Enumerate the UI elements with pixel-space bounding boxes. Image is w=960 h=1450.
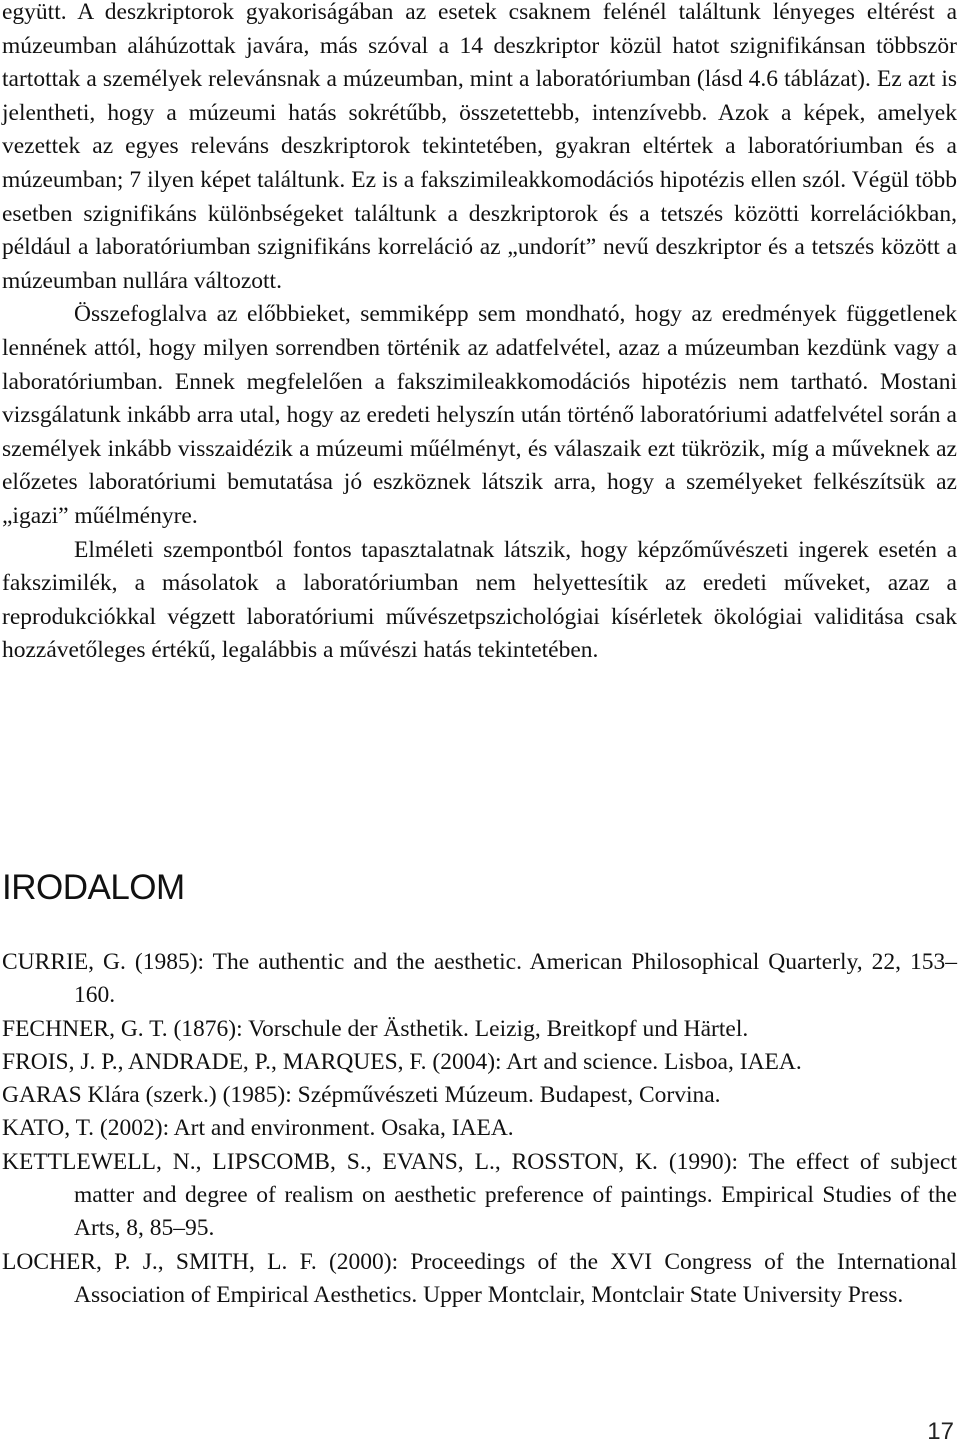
reference-item: KATO, T. (2002): Art and environment. Osaka, IAEA. (2, 1115, 514, 1142)
paragraph-continuation: együtt. A deszkriptorok gyakoriságában az esetek csaknem felénél találtunk lényeges eltérést a múzeumban aláhúzottak javára, más szóval a 14 deszkriptor közül hatot szignifikánsan többször tartottak a személyek relevánsnak a múzeumban, mint a laboratóriumban (lásd 4.6 táblázat). Ez azt is jelentheti, hogy a múzeumi hatás sokrétűbb, összetettebb, intenzívebb. Azok a képek, amelyek vezettek az egyes releváns deszkriptorok tekintetében, gyakran eltértek a laboratóriumban és a múzeumban; 7 ilyen képet találtunk. Ez is a fakszimileakkomodációs hipotézis ellen szól. Végül több esetben szignifikáns különbségeket találtunk a deszkriptorok és a tetszés közötti korrelációkban, például a laboratóriumban szignifikáns korreláció az „undorít” nevű deszkriptor és a tetszés között a múzeumban nullára változott. (2, 0, 957, 294)
paragraph-summary: Összefoglalva az előbbieket, semmiképp sem mondható, hogy az eredmények függetlenek lennének attól, hogy milyen sorrendben történik az adatfelvétel, azaz a múzeumban kezdünk vagy a laboratóriumban. Ennek megfelelően a fakszimileakkomodációs hipotézis nem tartható. Mostani vizsgálatunk inkább arra utal, hogy az eredeti helyszín után történő laboratóriumi adatfelvétel során a személyek inkább visszaidézik a múzeumi műélményt, és válaszaik ezt tükrözik, míg a műveknek az előzetes laboratóriumi bemutatása jó eszköznek látszik arra, hogy a személyeket felkészítsük az „igazi” műélményre. (2, 301, 957, 529)
reference-list (2, 946, 957, 1312)
reference-item: GARAS Klára (szerk.) (1985): Szépművészeti Múzeum. Budapest, Corvina. (2, 1082, 721, 1109)
page-number: 17 (927, 1418, 954, 1445)
references-heading: IRODALOM (2, 868, 185, 907)
reference-item: FECHNER, G. T. (1876): Vorschule der Ästhetik. Leizig, Breitkopf und Härtel. (2, 1015, 749, 1042)
reference-item: FROIS, J. P., ANDRADE, P., MARQUES, F. (2004): Art and science. Lisboa, IAEA. (2, 1048, 802, 1075)
reference-item: LOCHER, P. J., SMITH, L. F. (2000): Proceedings of the XVI Congress of the International Association of Empirical Aesthetics. Upper Montclair, Montclair State University Press. (2, 1248, 957, 1308)
body-text (2, 0, 957, 668)
reference-item: KETTLEWELL, N., LIPSCOMB, S., EVANS, L., ROSSTON, K. (1990): The effect of subject matter and degree of realism on aesthetic preference of paintings. Empirical Studies of the Arts, 8, 85–95. (2, 1148, 957, 1242)
reference-item: CURRIE, G. (1985): The authentic and the aesthetic. American Philosophical Quarterly, 22, 153–160. (2, 949, 957, 1009)
paragraph-theoretical: Elméleti szempontból fontos tapasztalatnak látszik, hogy képzőművészeti ingerek esetén a fakszimilék, a másolatok a laboratóriumban nem helyettesítik az eredeti műveket, azaz a reprodukciókkal végzett laboratóriumi művészetpszichológiai kísérletek ökológiai validitása csak hozzávetőleges értékű, legalábbis a művészi hatás tekintetében. (2, 536, 957, 664)
